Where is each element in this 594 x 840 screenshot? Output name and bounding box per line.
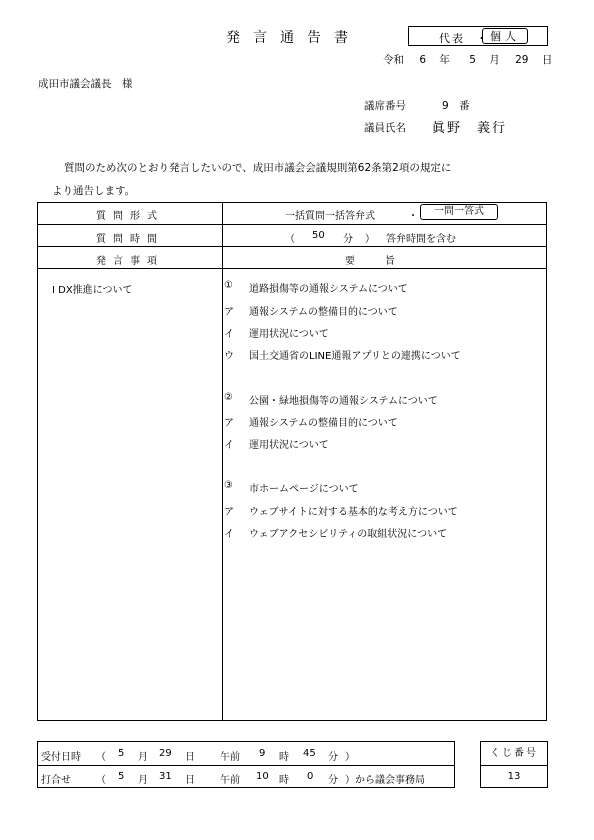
gist-text: 運用状況について xyxy=(249,329,329,340)
meeting-month-unit: 月 xyxy=(138,775,148,786)
meeting-row xyxy=(38,765,454,788)
meeting-close-text: ）から議会事務局 xyxy=(345,775,425,786)
date-day: 29 xyxy=(515,54,529,66)
received-row xyxy=(38,742,454,766)
gist-marker: イ xyxy=(224,529,234,540)
member-name-value: 眞野 義行 xyxy=(432,121,508,136)
member-name-label: 議員氏名 xyxy=(364,122,406,134)
seat-number-value: 9 番 xyxy=(442,100,470,112)
gist-marker: ア xyxy=(224,507,234,518)
notice-table xyxy=(37,202,547,721)
meeting-minute-unit: 分 xyxy=(328,775,338,786)
gist-marker: イ xyxy=(224,440,234,451)
speech-type-box xyxy=(408,26,548,46)
gist-text: 通報システムの整備目的について xyxy=(249,307,398,318)
table-divider xyxy=(38,268,546,269)
time-note: 答弁時間を含む xyxy=(386,234,456,245)
time-open-paren: （ xyxy=(285,234,295,245)
received-close-paren: ） xyxy=(345,752,355,763)
meeting-day-unit: 日 xyxy=(185,775,195,786)
intro-line-2: より通告します。 xyxy=(52,185,136,197)
gist-text: 運用状況について xyxy=(249,440,329,451)
meeting-ampm: 午前 xyxy=(220,775,240,786)
received-minute: 45 xyxy=(303,748,316,759)
gist-marker: ① xyxy=(224,280,233,291)
received-hour-unit: 時 xyxy=(279,752,289,763)
format-separator: ・ xyxy=(408,211,418,222)
date-month-unit: 月 xyxy=(489,54,500,66)
table-divider xyxy=(38,224,546,225)
submission-date xyxy=(383,52,552,67)
received-hour: 9 xyxy=(259,748,266,759)
table-column-divider xyxy=(222,203,223,720)
type-representative: 代表 xyxy=(439,32,465,45)
meeting-hour-unit: 時 xyxy=(279,775,289,786)
subject-item: Ⅰ DX推進について xyxy=(52,285,133,296)
gist-text: ウェブサイトに対する基本的な考え方について xyxy=(249,507,458,518)
time-unit: 分 xyxy=(343,234,353,245)
received-day-unit: 日 xyxy=(185,752,195,763)
gist-marker: ② xyxy=(224,392,233,403)
date-era: 令和 xyxy=(383,54,404,66)
lottery-label: くじ番号 xyxy=(481,742,547,766)
time-minutes: 50 xyxy=(312,230,325,241)
meeting-hour: 10 xyxy=(256,771,269,782)
meeting-month: 5 xyxy=(118,771,125,782)
document-title: 発言通告書 xyxy=(226,30,361,46)
gist-text: 道路損傷等の通報システムについて xyxy=(249,284,408,295)
gist-text: 国土交通省のLINE通報アプリとの連携について xyxy=(249,351,461,362)
meeting-open-paren: （ xyxy=(96,775,106,786)
subject-header: 発言事項 xyxy=(96,256,164,267)
date-month: 5 xyxy=(469,54,476,66)
date-day-unit: 日 xyxy=(541,54,553,66)
gist-text: ウェブアクセシビリティの取組状況について xyxy=(249,529,448,540)
received-month-unit: 月 xyxy=(138,752,148,763)
type-separator: ・ xyxy=(476,32,487,45)
received-day: 29 xyxy=(159,748,172,759)
gist-text: 市ホームページについて xyxy=(249,484,359,495)
lottery-box xyxy=(480,741,548,788)
date-year: 6 xyxy=(419,54,427,66)
received-minute-unit: 分 xyxy=(328,752,338,763)
addressee: 成田市議会議長 様 xyxy=(38,78,133,90)
meeting-day: 31 xyxy=(159,771,172,782)
question-time-label: 質問時間 xyxy=(96,234,164,245)
received-open-paren: （ xyxy=(96,752,106,763)
meeting-label: 打合せ xyxy=(41,775,71,786)
gist-marker: イ xyxy=(224,329,234,340)
format-option-one-by-one-circled: 一問一答式 xyxy=(420,204,498,220)
format-option-batch: 一括質問一括答弁式 xyxy=(285,211,375,222)
type-individual-circled: 個人 xyxy=(482,28,528,44)
gist-marker: ア xyxy=(224,418,234,429)
received-month: 5 xyxy=(118,748,125,759)
gist-text: 通報システムの整備目的について xyxy=(249,418,398,429)
gist-marker: ア xyxy=(224,307,234,318)
gist-header: 要旨 xyxy=(345,256,425,267)
gist-marker: ③ xyxy=(224,480,233,491)
time-close-paren: ） xyxy=(365,234,375,245)
gist-text: 公園・緑地損傷等の通報システムについて xyxy=(249,396,438,407)
received-label: 受付日時 xyxy=(41,752,81,763)
intro-line-1: 質問のため次のとおり発言したいので、成田市議会会議規則第62条第2項の規定に xyxy=(64,162,452,174)
table-divider xyxy=(38,246,546,247)
receipt-box xyxy=(37,741,455,788)
date-year-unit: 年 xyxy=(439,54,450,66)
gist-marker: ウ xyxy=(224,351,234,362)
received-ampm: 午前 xyxy=(220,752,240,763)
question-format-label: 質問形式 xyxy=(96,211,164,222)
lottery-value: 13 xyxy=(507,771,521,782)
seat-number-label: 議席番号 xyxy=(364,100,406,112)
meeting-minute: 0 xyxy=(307,771,314,782)
